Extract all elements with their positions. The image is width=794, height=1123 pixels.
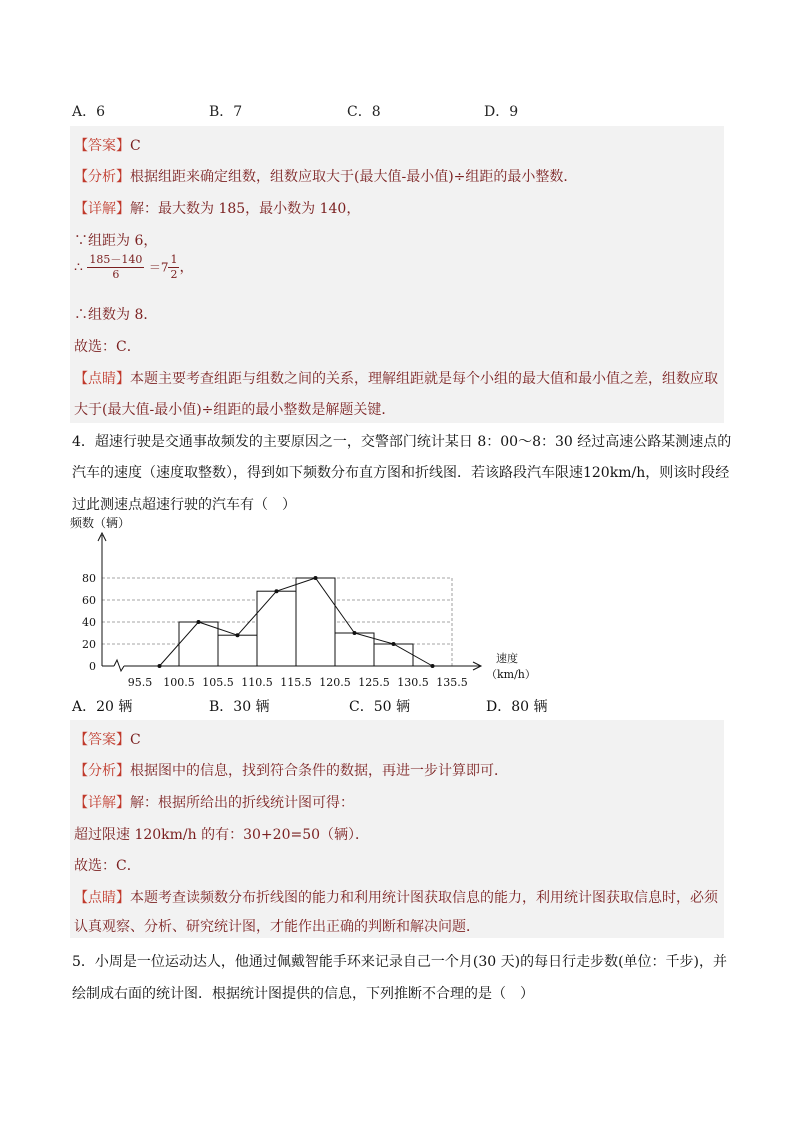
fraction-part — [168, 253, 179, 282]
x-tick-label: 120.5 — [319, 676, 351, 689]
q4-choose: 故选：C． — [74, 858, 141, 874]
y-tick-label: 60 — [82, 594, 96, 607]
q5-line1: 5．小周是一位运动达人，他通过佩戴智能手环来记录自己一个月(30 天)的每日行走步数(单位：千步)，并 — [72, 954, 728, 970]
q3-step1: ∵组距为 6， — [74, 233, 158, 249]
detail-text: 解：最大数为 185，最小数为 140， — [130, 201, 361, 217]
fraction-numerator: 185－140 — [89, 253, 143, 266]
q4-answer-line — [74, 729, 141, 749]
histogram-bar-4 — [296, 578, 335, 666]
histogram-bar-3 — [257, 591, 296, 666]
comment-text: 本题考查读频数分布折线图的能力和利用统计图获取信息的能力，利用统计图获取信息时，必须 — [130, 890, 718, 906]
fraction-main — [87, 253, 144, 282]
polyline-point-7 — [392, 642, 396, 646]
histogram-bar-1 — [179, 622, 218, 666]
polyline-point-8 — [431, 664, 435, 668]
equals-whole: ＝7 — [148, 260, 169, 275]
y-tick-label: 80 — [82, 572, 96, 585]
answer-value: C — [130, 732, 141, 748]
q3-option-a: A．6 — [72, 104, 106, 120]
q4-line2: 汽车的速度（速度取整数），得到如下频数分布直方图和折线图．若该路段汽车限速120km/h，则该时段经 — [72, 465, 730, 481]
analysis-tag: 【分析】 — [74, 763, 130, 779]
q3-solution-block — [70, 126, 724, 423]
q3-analysis-line — [74, 166, 577, 186]
comment-tag: 【点睛】 — [74, 371, 130, 387]
polyline-point-4 — [275, 589, 279, 593]
x-tick-label: 110.5 — [241, 676, 273, 689]
q5-line2: 绘制成右面的统计图．根据统计图提供的信息，下列推断不合理的是（ ） — [72, 986, 534, 1002]
comment-text: 本题主要考查组距与组数之间的关系，理解组距就是每个小组的最大值和最小值之差，组数应取 — [130, 371, 718, 387]
x-tick-label: 100.5 — [163, 676, 195, 689]
q3-step2-fraction — [74, 253, 193, 282]
q3-option-d: D．9 — [484, 104, 519, 120]
axis-break-icon — [114, 660, 124, 671]
y-axis-label: 频数（辆） — [70, 516, 131, 530]
answer-tag: 【答案】 — [74, 138, 130, 154]
q3-answer-line — [74, 135, 141, 155]
fraction-part-numerator: 1 — [170, 253, 178, 266]
x-tick-label: 125.5 — [358, 676, 390, 689]
fraction-denominator: 6 — [112, 268, 120, 281]
polyline-point-3 — [236, 633, 240, 637]
answer-tag: 【答案】 — [74, 732, 130, 748]
q3-comment-line1 — [74, 368, 718, 388]
y-tick-label: 40 — [82, 616, 96, 629]
q4-comment-line1 — [74, 887, 718, 907]
q3-option-c: C．8 — [347, 104, 381, 120]
y-tick-label: 20 — [82, 638, 96, 651]
histogram-bar-5 — [335, 633, 374, 666]
detail-tag: 【详解】 — [74, 795, 130, 811]
polyline-point-5 — [314, 576, 318, 580]
q4-line3: 过此测速点超速行驶的汽车有（ ） — [72, 497, 296, 513]
therefore-symbol: ∴ — [74, 259, 83, 276]
x-tick-label: 95.5 — [127, 676, 153, 689]
q3-choose: 故选：C． — [74, 339, 141, 355]
q3-step3: ∴组数为 8． — [74, 307, 158, 323]
q3-option-b: B．7 — [209, 104, 243, 120]
polyline-point-1 — [158, 664, 162, 668]
comment-tag: 【点睛】 — [74, 890, 130, 906]
q3-detail-line — [74, 198, 360, 218]
analysis-tag: 【分析】 — [74, 169, 130, 185]
q3-comment-line2: 大于(最大值-最小值)÷组距的最小整数是解题关键． — [74, 402, 396, 418]
q4-solution-block — [70, 720, 724, 938]
polyline-point-6 — [353, 631, 357, 635]
histogram-chart — [60, 513, 560, 693]
analysis-text: 根据图中的信息，找到符合条件的数据，再进一步计算即可． — [130, 763, 508, 779]
fraction-part-denominator: 2 — [170, 268, 178, 281]
q4-line1: 4．超速行驶是交通事故频发的主要原因之一，交警部门统计某日 8：00～8：30 经过高速公路某测速点的 — [72, 434, 732, 450]
x-tick-label: 135.5 — [436, 676, 468, 689]
step2-comma: ， — [179, 259, 194, 276]
y-tick-label: 0 — [89, 660, 96, 673]
detail-tag: 【详解】 — [74, 201, 130, 217]
q4-detail-line — [74, 792, 354, 812]
histogram-bar-2 — [218, 635, 257, 666]
q4-option-a: A．20 辆 — [72, 699, 133, 715]
x-axis-label-line1: 速度 — [496, 652, 518, 665]
answer-value: C — [130, 138, 141, 154]
x-tick-label: 105.5 — [202, 676, 234, 689]
q4-option-b: B．30 辆 — [209, 699, 270, 715]
q4-analysis-line — [74, 760, 508, 780]
analysis-text: 根据组距来确定组数，组数应取大于(最大值-最小值)÷组距的最小整数． — [130, 169, 578, 185]
q4-step1: 超过限速 120km/h 的有：30+20=50（辆）． — [74, 827, 370, 843]
x-tick-label: 115.5 — [280, 676, 312, 689]
histogram-bar-6 — [374, 644, 413, 666]
polyline-point-2 — [197, 620, 201, 624]
x-tick-label: 130.5 — [397, 676, 429, 689]
x-axis-label-line2: （km/h） — [486, 668, 536, 681]
q4-option-d: D．80 辆 — [486, 699, 548, 715]
detail-text: 解：根据所给出的折线统计图可得： — [130, 795, 354, 811]
q4-comment-line2: 认真观察、分析、研究统计图，才能作出正确的判断和解决问题． — [74, 919, 480, 935]
q4-option-c: C．50 辆 — [349, 699, 410, 715]
